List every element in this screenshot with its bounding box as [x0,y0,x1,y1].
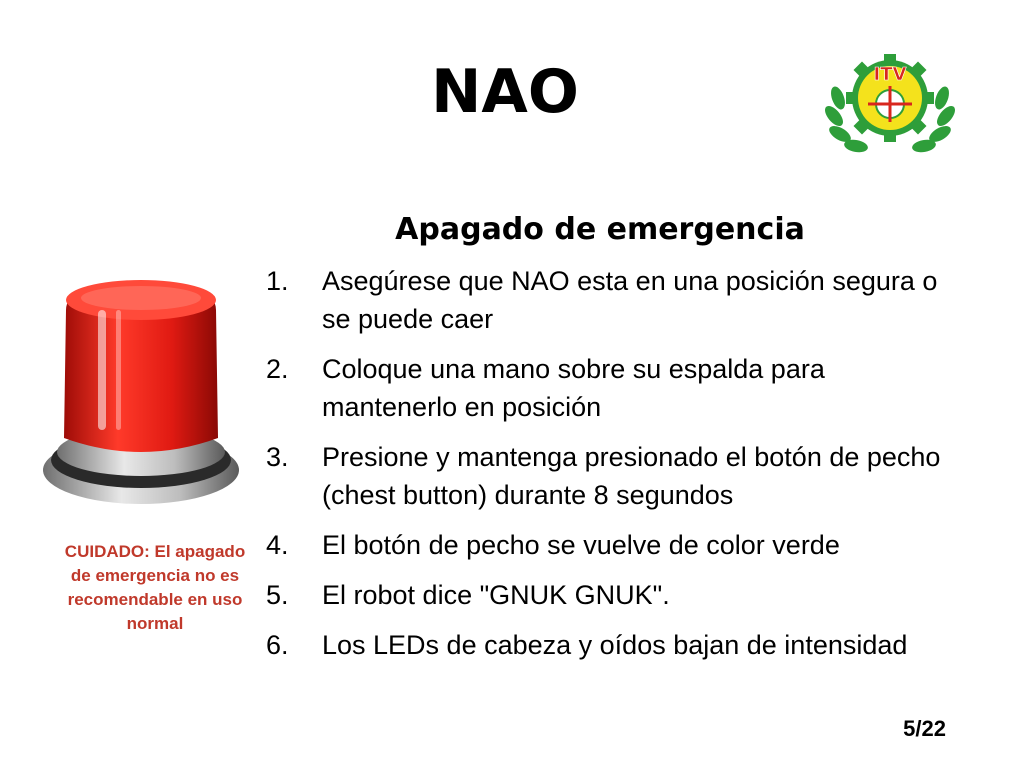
step-number: 6. [266,630,289,660]
slide-subtitle: Apagado de emergencia [395,212,805,247]
emergency-beacon-icon [36,270,246,520]
itv-logo-icon [820,46,960,156]
slide-title: NAO [431,57,579,127]
step-item [266,438,966,514]
step-number: 3. [266,442,289,472]
steps-list [266,262,966,676]
step-text: Coloque una mano sobre su espalda para mantenerlo en posición [322,354,825,422]
step-text: Los LEDs de cabeza y oídos bajan de intensidad [322,630,908,660]
caution-note: CUIDADO: El apagado de emergencia no es recomendable en uso normal [64,542,246,633]
step-item [266,526,966,564]
step-item [266,350,966,426]
step-number: 4. [266,530,289,560]
step-item [266,576,966,614]
step-text: El robot dice "GNUK GNUK". [322,580,670,610]
step-number: 5. [266,580,289,610]
logo-text: ITV [873,64,907,85]
step-text: Asegúrese que NAO esta en una posición segura o se puede caer [322,266,938,334]
page-number: 5/22 [903,716,946,741]
step-item [266,626,966,664]
step-number: 2. [266,354,289,384]
step-text: El botón de pecho se vuelve de color verde [322,530,840,560]
step-item [266,262,966,338]
step-number: 1. [266,266,289,296]
step-text: Presione y mantenga presionado el botón de pecho (chest button) durante 8 segundos [322,442,941,510]
